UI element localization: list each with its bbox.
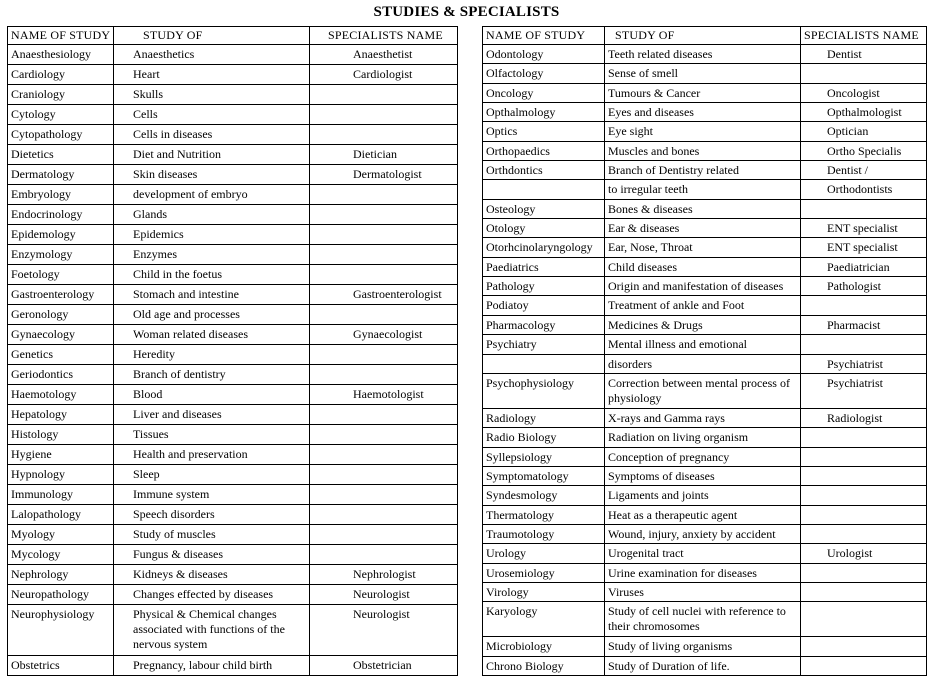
specialist-cell <box>310 505 458 525</box>
specialist-cell: Radiologist <box>801 408 927 427</box>
specialist-cell <box>801 466 927 485</box>
study-name-cell: Gastroenterology <box>8 285 114 305</box>
study-of-cell: Ear, Nose, Throat <box>605 238 801 257</box>
study-of-cell: Cells <box>114 105 310 125</box>
study-name-cell: Virology <box>483 582 605 601</box>
specialist-cell: Haemotologist <box>310 385 458 405</box>
table-row <box>483 486 927 505</box>
table-row <box>8 185 458 205</box>
specialist-cell <box>310 105 458 125</box>
specialist-cell <box>801 656 927 675</box>
study-name-cell: Endocrinology <box>8 205 114 225</box>
specialist-cell: Dentist <box>801 45 927 64</box>
study-name-cell: Gynaecology <box>8 325 114 345</box>
study-name-cell: Mycology <box>8 545 114 565</box>
study-name-cell: Anaesthesiology <box>8 45 114 65</box>
table-row <box>8 245 458 265</box>
specialist-cell <box>801 486 927 505</box>
specialist-cell <box>801 64 927 83</box>
specialist-cell <box>310 85 458 105</box>
study-name-cell: Immunology <box>8 485 114 505</box>
study-of-cell: Speech disorders <box>114 505 310 525</box>
studies-table-left <box>7 26 458 676</box>
specialist-cell <box>801 428 927 447</box>
header-name-of-study: NAME OF STUDY <box>483 27 605 45</box>
specialist-cell: Anaesthetist <box>310 45 458 65</box>
study-name-cell: Myology <box>8 525 114 545</box>
specialist-cell: Gastroenterologist <box>310 285 458 305</box>
study-of-cell: Epidemics <box>114 225 310 245</box>
study-name-cell: Podiatoy <box>483 296 605 315</box>
study-name-cell: Obstetrics <box>8 656 114 676</box>
study-of-cell: Origin and manifestation of diseases <box>605 277 801 296</box>
study-name-cell: Histology <box>8 425 114 445</box>
study-of-cell: Heredity <box>114 345 310 365</box>
table-row <box>483 335 927 354</box>
table-row <box>483 315 927 334</box>
specialist-cell: Pathologist <box>801 277 927 296</box>
specialist-cell <box>310 445 458 465</box>
study-of-cell: Old age and processes <box>114 305 310 325</box>
study-name-cell: Orthopaedics <box>483 141 605 160</box>
table-row <box>483 656 927 675</box>
study-name-cell: Psychiatry <box>483 335 605 354</box>
specialist-cell <box>310 345 458 365</box>
study-name-cell: Chrono Biology <box>483 656 605 675</box>
study-name-cell: Genetics <box>8 345 114 365</box>
study-of-cell: Heat as a therapeutic agent <box>605 505 801 524</box>
specialist-cell: Dietician <box>310 145 458 165</box>
study-of-cell: Liver and diseases <box>114 405 310 425</box>
study-name-cell: Thermatology <box>483 505 605 524</box>
study-of-cell: Diet and Nutrition <box>114 145 310 165</box>
specialist-cell: Cardiologist <box>310 65 458 85</box>
table-row <box>483 505 927 524</box>
study-of-cell: Sense of smell <box>605 64 801 83</box>
specialist-cell: Dermatologist <box>310 165 458 185</box>
study-of-cell: Correction between mental process of physiology <box>605 373 801 408</box>
study-of-cell: Cells in diseases <box>114 125 310 145</box>
study-name-cell: Syllepsiology <box>483 447 605 466</box>
specialist-cell: Neurologist <box>310 585 458 605</box>
table-row <box>483 428 927 447</box>
header-study-of: STUDY OF <box>114 27 310 45</box>
study-of-cell: Urine examination for diseases <box>605 563 801 582</box>
study-name-cell: Dermatology <box>8 165 114 185</box>
study-name-cell: Foetology <box>8 265 114 285</box>
table-row <box>8 205 458 225</box>
table-row <box>8 305 458 325</box>
table-row <box>8 45 458 65</box>
table-row <box>483 141 927 160</box>
study-name-cell: Haemotology <box>8 385 114 405</box>
specialist-cell: ENT specialist <box>801 238 927 257</box>
specialist-cell: Obstetrician <box>310 656 458 676</box>
study-name-cell: Neurophysiology <box>8 605 114 656</box>
table-row <box>483 103 927 122</box>
specialist-cell: ENT specialist <box>801 219 927 238</box>
table-row <box>483 466 927 485</box>
table-row <box>483 447 927 466</box>
table-row <box>483 637 927 656</box>
specialist-cell: Pharmacist <box>801 315 927 334</box>
study-of-cell: Branch of Dentistry related <box>605 161 801 180</box>
table-row <box>483 296 927 315</box>
table-row <box>8 365 458 385</box>
studies-table-right <box>482 26 927 676</box>
study-of-cell: Child in the foetus <box>114 265 310 285</box>
study-of-cell: Immune system <box>114 485 310 505</box>
header-specialists-name: SPECIALISTS NAME <box>801 27 927 45</box>
study-of-cell: Eye sight <box>605 122 801 141</box>
study-of-cell: Viruses <box>605 582 801 601</box>
study-of-cell: Ligaments and joints <box>605 486 801 505</box>
study-name-cell: Radio Biology <box>483 428 605 447</box>
study-of-cell: development of embryo <box>114 185 310 205</box>
study-name-cell: Pharmacology <box>483 315 605 334</box>
study-name-cell: Radiology <box>483 408 605 427</box>
study-name-cell: Epidemology <box>8 225 114 245</box>
table-row <box>483 180 927 199</box>
study-of-cell: Medicines & Drugs <box>605 315 801 334</box>
specialist-cell <box>310 305 458 325</box>
study-of-cell: disorders <box>605 354 801 373</box>
study-of-cell: Health and preservation <box>114 445 310 465</box>
table-row <box>483 161 927 180</box>
study-name-cell: Traumotology <box>483 524 605 543</box>
specialist-cell <box>801 296 927 315</box>
table-row <box>483 563 927 582</box>
study-name-cell: Geriodontics <box>8 365 114 385</box>
study-of-cell: Tumours & Cancer <box>605 83 801 102</box>
table-row <box>483 354 927 373</box>
study-name-cell: Hepatology <box>8 405 114 425</box>
study-name-cell: Craniology <box>8 85 114 105</box>
study-name-cell: Hypnology <box>8 465 114 485</box>
study-of-cell: Study of living organisms <box>605 637 801 656</box>
table-row <box>8 525 458 545</box>
study-of-cell: Mental illness and emotional <box>605 335 801 354</box>
study-of-cell: Muscles and bones <box>605 141 801 160</box>
table-row <box>8 165 458 185</box>
study-name-cell: Karyology <box>483 602 605 637</box>
study-name-cell: Pathology <box>483 277 605 296</box>
table-row <box>483 408 927 427</box>
table-row <box>8 285 458 305</box>
specialist-cell <box>801 582 927 601</box>
header-name-of-study: NAME OF STUDY <box>8 27 114 45</box>
specialist-cell <box>801 524 927 543</box>
study-of-cell: Teeth related diseases <box>605 45 801 64</box>
study-of-cell: Stomach and intestine <box>114 285 310 305</box>
study-name-cell: Urosemiology <box>483 563 605 582</box>
study-of-cell: Urogenital tract <box>605 544 801 563</box>
study-of-cell: Fungus & diseases <box>114 545 310 565</box>
study-name-cell: Neuropathology <box>8 585 114 605</box>
specialist-cell: Urologist <box>801 544 927 563</box>
study-name-cell: Microbiology <box>483 637 605 656</box>
table-row <box>8 325 458 345</box>
study-name-cell: Cytology <box>8 105 114 125</box>
table-row <box>483 238 927 257</box>
table-row <box>483 373 927 408</box>
study-of-cell: Kidneys & diseases <box>114 565 310 585</box>
study-name-cell: Embryology <box>8 185 114 205</box>
specialist-cell <box>310 365 458 385</box>
study-of-cell: Symptoms of diseases <box>605 466 801 485</box>
table-row <box>8 405 458 425</box>
study-of-cell: Wound, injury, anxiety by accident <box>605 524 801 543</box>
specialist-cell <box>801 335 927 354</box>
table-row <box>8 565 458 585</box>
study-name-cell: Cytopathology <box>8 125 114 145</box>
table-row <box>8 656 458 676</box>
study-of-cell: Radiation on living organism <box>605 428 801 447</box>
study-of-cell: Bones & diseases <box>605 199 801 218</box>
table-row <box>8 425 458 445</box>
study-of-cell: Study of muscles <box>114 525 310 545</box>
study-name-cell: Oncology <box>483 83 605 102</box>
header-study-of: STUDY OF <box>605 27 801 45</box>
table-row <box>483 544 927 563</box>
study-name-cell: Lalopathology <box>8 505 114 525</box>
study-name-cell: Orthdontics <box>483 161 605 180</box>
table-row <box>8 545 458 565</box>
study-name-cell: Osteology <box>483 199 605 218</box>
specialist-cell: Neurologist <box>310 605 458 656</box>
specialist-cell <box>310 245 458 265</box>
specialist-cell <box>310 205 458 225</box>
study-of-cell: Conception of pregnancy <box>605 447 801 466</box>
study-name-cell <box>483 354 605 373</box>
study-of-cell: Woman related diseases <box>114 325 310 345</box>
table-row <box>8 145 458 165</box>
table-row <box>8 265 458 285</box>
specialist-cell: Ortho Specialis <box>801 141 927 160</box>
study-name-cell: Odontology <box>483 45 605 64</box>
specialist-cell <box>310 225 458 245</box>
table-header-row <box>483 27 927 45</box>
study-name-cell <box>483 180 605 199</box>
specialist-cell: Optician <box>801 122 927 141</box>
table-row <box>483 582 927 601</box>
table-row <box>8 445 458 465</box>
table-row <box>483 277 927 296</box>
study-of-cell: Child diseases <box>605 257 801 276</box>
specialist-cell: Psychiatrist <box>801 354 927 373</box>
study-of-cell: Treatment of ankle and Foot <box>605 296 801 315</box>
specialist-cell <box>801 602 927 637</box>
study-of-cell: Eyes and diseases <box>605 103 801 122</box>
table-row <box>483 219 927 238</box>
study-name-cell: Urology <box>483 544 605 563</box>
specialist-cell: Opthalmologist <box>801 103 927 122</box>
specialist-cell <box>801 505 927 524</box>
table-row <box>8 485 458 505</box>
table-row <box>483 199 927 218</box>
study-of-cell: Study of Duration of life. <box>605 656 801 675</box>
specialist-cell <box>310 125 458 145</box>
table-row <box>8 65 458 85</box>
study-name-cell: Opthalmology <box>483 103 605 122</box>
study-name-cell: Geronology <box>8 305 114 325</box>
table-row <box>8 465 458 485</box>
specialist-cell <box>310 265 458 285</box>
table-row <box>483 524 927 543</box>
table-row <box>483 45 927 64</box>
specialist-cell <box>801 199 927 218</box>
study-name-cell: Optics <box>483 122 605 141</box>
specialist-cell <box>310 465 458 485</box>
study-name-cell: Cardiology <box>8 65 114 85</box>
table-row <box>8 225 458 245</box>
study-of-cell: X-rays and Gamma rays <box>605 408 801 427</box>
specialist-cell <box>310 545 458 565</box>
table-row <box>483 64 927 83</box>
specialist-cell <box>801 637 927 656</box>
study-name-cell: Otorhcinolaryngology <box>483 238 605 257</box>
study-of-cell: Enzymes <box>114 245 310 265</box>
specialist-cell: Paediatrician <box>801 257 927 276</box>
table-row <box>8 125 458 145</box>
specialist-cell <box>310 405 458 425</box>
specialist-cell: Orthodontists <box>801 180 927 199</box>
table-row <box>8 345 458 365</box>
specialist-cell: Nephrologist <box>310 565 458 585</box>
study-of-cell: Study of cell nuclei with reference to their chromosomes <box>605 602 801 637</box>
specialist-cell: Psychiatrist <box>801 373 927 408</box>
specialist-cell <box>801 563 927 582</box>
table-header-row <box>8 27 458 45</box>
specialist-cell <box>310 185 458 205</box>
study-name-cell: Nephrology <box>8 565 114 585</box>
study-name-cell: Dietetics <box>8 145 114 165</box>
study-of-cell: Anaesthetics <box>114 45 310 65</box>
study-name-cell: Hygiene <box>8 445 114 465</box>
study-of-cell: Physical & Chemical changes associated with functions of the nervous system <box>114 605 310 656</box>
table-row <box>483 257 927 276</box>
study-of-cell: Tissues <box>114 425 310 445</box>
study-of-cell: Skulls <box>114 85 310 105</box>
study-name-cell: Symptomatology <box>483 466 605 485</box>
table-row <box>483 602 927 637</box>
study-name-cell: Syndesmology <box>483 486 605 505</box>
study-name-cell: Otology <box>483 219 605 238</box>
table-row <box>483 122 927 141</box>
study-of-cell: to irregular teeth <box>605 180 801 199</box>
table-row <box>8 605 458 656</box>
study-name-cell: Enzymology <box>8 245 114 265</box>
table-row <box>8 85 458 105</box>
page-title: STUDIES & SPECIALISTS <box>373 4 560 20</box>
specialist-cell: Dentist / <box>801 161 927 180</box>
study-of-cell: Heart <box>114 65 310 85</box>
specialist-cell <box>310 525 458 545</box>
study-of-cell: Sleep <box>114 465 310 485</box>
table-row <box>8 505 458 525</box>
specialist-cell: Gynaecologist <box>310 325 458 345</box>
table-row <box>483 83 927 102</box>
study-of-cell: Pregnancy, labour child birth <box>114 656 310 676</box>
study-of-cell: Ear & diseases <box>605 219 801 238</box>
specialist-cell <box>801 447 927 466</box>
table-row <box>8 105 458 125</box>
table-row <box>8 585 458 605</box>
study-name-cell: Olfactology <box>483 64 605 83</box>
specialist-cell: Oncologist <box>801 83 927 102</box>
study-of-cell: Blood <box>114 385 310 405</box>
study-of-cell: Glands <box>114 205 310 225</box>
study-of-cell: Skin diseases <box>114 165 310 185</box>
specialist-cell <box>310 425 458 445</box>
study-name-cell: Paediatrics <box>483 257 605 276</box>
study-name-cell: Psychophysiology <box>483 373 605 408</box>
header-specialists-name: SPECIALISTS NAME <box>310 27 458 45</box>
study-of-cell: Branch of dentistry <box>114 365 310 385</box>
specialist-cell <box>310 485 458 505</box>
table-row <box>8 385 458 405</box>
study-of-cell: Changes effected by diseases <box>114 585 310 605</box>
